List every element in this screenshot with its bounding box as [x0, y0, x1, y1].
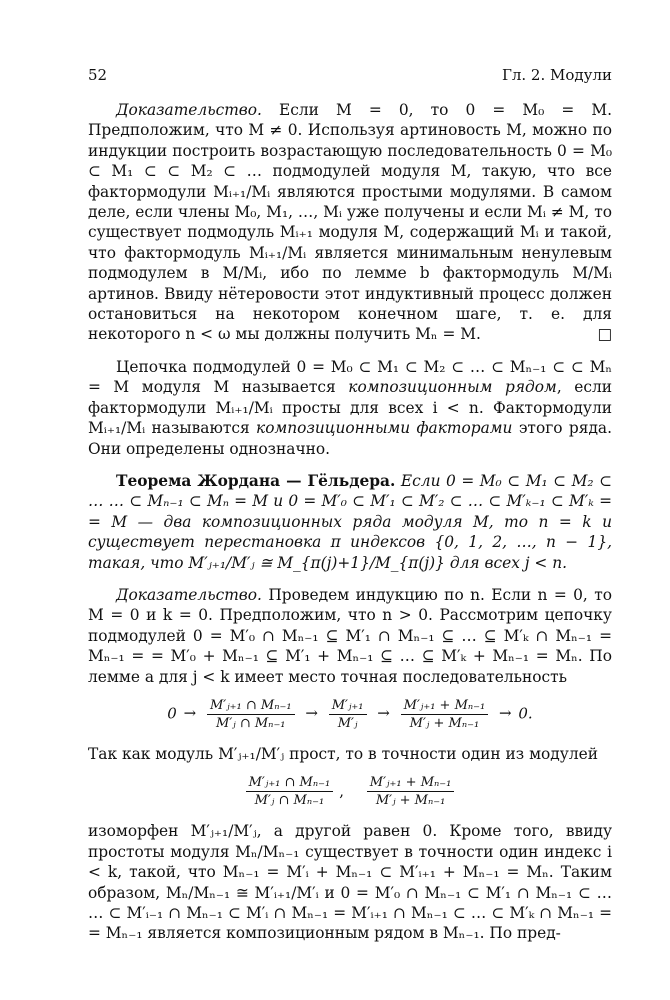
fraction: [246, 774, 334, 809]
proof-label: Доказательство.: [116, 101, 262, 119]
term-composition-series: композиционным рядом: [348, 378, 557, 397]
fraction: [207, 697, 295, 732]
fraction-numerator: M′ⱼ₊₁ ∩ Mₙ₋₁: [246, 774, 334, 792]
qed-mark: □: [597, 325, 612, 344]
running-head: Гл. 2. Модули: [501, 66, 612, 84]
comma-separator: ,: [339, 781, 344, 800]
fraction-denominator: M′ⱼ + Mₙ₋₁: [375, 793, 446, 809]
fraction-denominator: M′ⱼ ∩ Mₙ₋₁: [254, 793, 325, 809]
arrow-icon: →: [305, 704, 318, 723]
theorem-statement: Если 0 = M₀ ⊂ M₁ ⊂ M₂ ⊂ … … ⊂ Mₙ₋₁ ⊂ Mₙ = M и 0 = M′₀ ⊂ M′₁ ⊂ M′₂ ⊂ … ⊂ M′ₖ₋₁ ⊂ M′ₖ = = M — два композиционных ряда модуля M, то n = k и существует перестановка π индексов {0, 1, 2, …, n − 1}, такая, что M′ⱼ₊₁/M′ⱼ ≅ M_{π(j)+1}/M_{π(j)} для всех j < n.: [88, 471, 612, 572]
exact-sequence: [88, 697, 612, 732]
fraction: [401, 697, 489, 732]
proof-label-2: Доказательство.: [116, 585, 262, 604]
fraction-denominator: M′ⱼ: [337, 715, 358, 731]
fraction-numerator: M′ⱼ₊₁ + Mₙ₋₁: [367, 774, 455, 792]
final-paragraph: изоморфен M′ⱼ₊₁/M′ⱼ, а другой равен 0. Кроме того, ввиду простоты модуля Mₙ/Mₙ₋₁ существует в точности один индекс i < k, такой, что Mₙ₋₁ = M′ᵢ + Mₙ₋₁ ⊂ M′ᵢ₊₁ + Mₙ₋₁ = Mₙ. Таким образом, Mₙ/Mₙ₋₁ ≅ M′ᵢ₊₁/M′ᵢ и 0 = M′₀ ∩ Mₙ₋₁ ⊂ M′₁ ∩ Mₙ₋₁ ⊂ … … ⊂ M′ᵢ₋₁ ∩ Mₙ₋₁ ⊂ M′ᵢ ∩ Mₙ₋₁ = M′ᵢ₊₁ ∩ Mₙ₋₁ ⊂ … ⊂ M′ₖ ∩ Mₙ₋₁ = = Mₙ₋₁ является композиционным рядом в Mₙ₋₁. По пред-: [88, 822, 612, 943]
fraction-denominator: M′ⱼ + Mₙ₋₁: [409, 715, 480, 731]
fraction-numerator: M′ⱼ₊₁: [329, 697, 367, 715]
fraction: [367, 774, 455, 809]
seq-end: 0.: [518, 704, 533, 723]
fraction-numerator: M′ⱼ₊₁ + Mₙ₋₁: [401, 697, 489, 715]
page-body: [88, 100, 612, 956]
arrow-icon: →: [499, 704, 512, 723]
term-composition-factors: композиционными факторами: [256, 419, 513, 438]
theorem-paragraph: [88, 471, 612, 573]
seq-start: 0: [167, 704, 177, 723]
definition-text-3: этого ряда. Они определены однозначно.: [88, 419, 612, 458]
fraction-denominator: M′ⱼ ∩ Mₙ₋₁: [216, 715, 286, 731]
definition-text-2: , если фактормодули Mᵢ₊₁/Mᵢ просты для всех i < n. Фактормодули Mᵢ₊₁/Mᵢ называются: [88, 378, 613, 438]
module-pair: [88, 774, 612, 809]
definition-text-1: Цепочка подмодулей 0 = M₀ ⊂ M₁ ⊂ M₂ ⊂ … ⊂ Mₙ₋₁ ⊂ ⊂ Mₙ = M модуля M называется: [88, 357, 612, 397]
page-number: 52: [88, 66, 108, 84]
fraction-numerator: M′ⱼ₊₁ ∩ Mₙ₋₁: [207, 697, 295, 715]
arrow-icon: →: [377, 704, 390, 723]
theorem-title: Теорема Жордана — Гёльдера.: [116, 471, 396, 490]
page-header: [88, 66, 612, 88]
fraction: [329, 697, 367, 732]
proof-text: Если M = 0, то 0 = M₀ = M. Предположим, что M ≠ 0. Используя артиновость M, можно по индукции построить возрастающую последовательность 0 = M₀ ⊂ M₁ ⊂ ⊂ M₂ ⊂ … подмодулей модуля M, такую, что все фактормодули Mᵢ₊₁/Mᵢ являются простыми модулями. В самом деле, если члены M₀, M₁, …, Mᵢ уже получены и если Mᵢ ≠ M, то существует подмодуль Mᵢ₊₁ модуля M, содержащий Mᵢ и такой, что фактормодуль Mᵢ₊₁/Mᵢ является минимальным ненулевым подмодулем в M/Mᵢ, ибо по лемме b фактормодуль M/Mᵢ артинов. Ввиду нётеровости этот индуктивный процесс должен остановиться на некотором конечном шаге, т. е. для некоторого n < ω мы должны получить Mₙ = M.: [88, 101, 612, 344]
proof-paragraph-1: [88, 100, 612, 345]
arrow-icon: →: [183, 704, 197, 723]
proof-paragraph-2: [88, 585, 612, 687]
definition-paragraph: [88, 357, 612, 459]
proof-text-2: Проведем индукцию по n. Если n = 0, то M = 0 и k = 0. Предположим, что n > 0. Рассмотрим цепочку подмодулей 0 = M′₀ ∩ Mₙ₋₁ ⊆ M′₁ ∩ Mₙ₋₁ ⊆ … ⊆ M′ₖ ∩ Mₙ₋₁ = Mₙ₋₁ = = M′₀ + Mₙ₋₁ ⊆ M′₁ + Mₙ₋₁ ⊆ … ⊆ M′ₖ + Mₙ₋₁ = Mₙ. По лемме a для j < k имеет место точная последовательность: [88, 585, 612, 686]
text-after-sequence: Так как модуль M′ⱼ₊₁/M′ⱼ прост, то в точности один из модулей: [88, 744, 598, 763]
